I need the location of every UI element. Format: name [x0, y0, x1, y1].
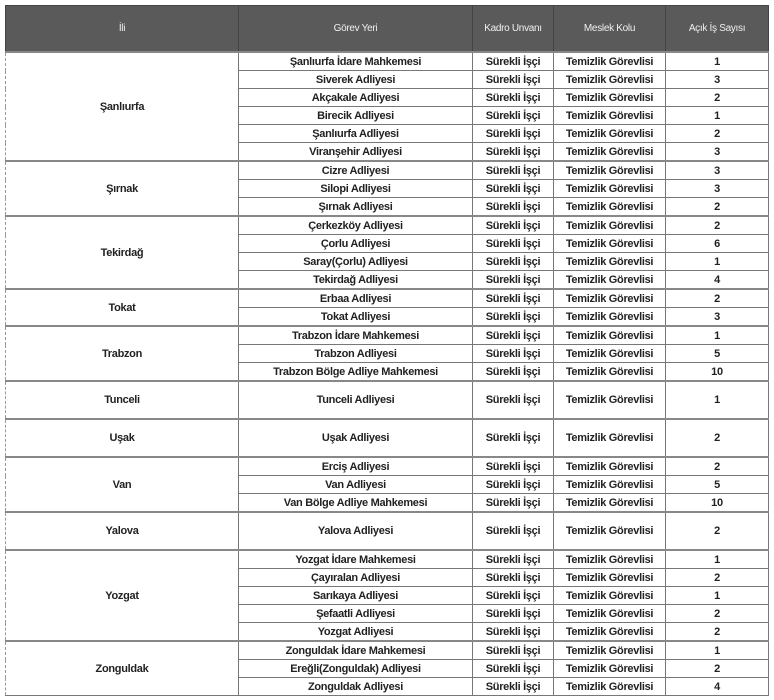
- table-row: [6, 161, 769, 180]
- profession-cell: Temizlik Görevlisi: [554, 512, 666, 550]
- profession-cell: Temizlik Görevlisi: [554, 253, 666, 271]
- province-cell: Yalova: [6, 512, 239, 550]
- header-location: Görev Yeri: [239, 6, 473, 53]
- openings-cell: 2: [666, 605, 769, 623]
- location-cell: Van Adliyesi: [239, 476, 473, 494]
- title-cell: Sürekli İşçi: [473, 198, 554, 217]
- location-cell: Trabzon İdare Mahkemesi: [239, 326, 473, 345]
- location-cell: Tokat Adliyesi: [239, 308, 473, 327]
- openings-cell: 2: [666, 216, 769, 235]
- openings-cell: 5: [666, 345, 769, 363]
- province-cell: Şanlıurfa: [6, 52, 239, 161]
- title-cell: Sürekli İşçi: [473, 587, 554, 605]
- openings-cell: 3: [666, 308, 769, 327]
- location-cell: Siverek Adliyesi: [239, 71, 473, 89]
- openings-cell: 2: [666, 660, 769, 678]
- title-cell: Sürekli İşçi: [473, 107, 554, 125]
- province-cell: Tekirdağ: [6, 216, 239, 289]
- openings-cell: 2: [666, 512, 769, 550]
- openings-cell: 2: [666, 289, 769, 308]
- profession-cell: Temizlik Görevlisi: [554, 71, 666, 89]
- openings-cell: 2: [666, 569, 769, 587]
- title-cell: Sürekli İşçi: [473, 678, 554, 696]
- title-cell: Sürekli İşçi: [473, 381, 554, 419]
- profession-cell: Temizlik Görevlisi: [554, 419, 666, 457]
- title-cell: Sürekli İşçi: [473, 235, 554, 253]
- profession-cell: Temizlik Görevlisi: [554, 89, 666, 107]
- openings-cell: 1: [666, 381, 769, 419]
- openings-cell: 2: [666, 419, 769, 457]
- title-cell: Sürekli İşçi: [473, 605, 554, 623]
- location-cell: Trabzon Adliyesi: [239, 345, 473, 363]
- openings-cell: 2: [666, 198, 769, 217]
- location-cell: Birecik Adliyesi: [239, 107, 473, 125]
- title-cell: Sürekli İşçi: [473, 216, 554, 235]
- job-openings-table: [5, 5, 769, 696]
- province-cell: Tokat: [6, 289, 239, 326]
- profession-cell: Temizlik Görevlisi: [554, 107, 666, 125]
- title-cell: Sürekli İşçi: [473, 308, 554, 327]
- location-cell: Van Bölge Adliye Mahkemesi: [239, 494, 473, 513]
- title-cell: Sürekli İşçi: [473, 271, 554, 290]
- title-cell: Sürekli İşçi: [473, 363, 554, 382]
- location-cell: Akçakale Adliyesi: [239, 89, 473, 107]
- openings-cell: 1: [666, 107, 769, 125]
- profession-cell: Temizlik Görevlisi: [554, 550, 666, 569]
- table-row: [6, 326, 769, 345]
- profession-cell: Temizlik Görevlisi: [554, 345, 666, 363]
- location-cell: Tunceli Adliyesi: [239, 381, 473, 419]
- title-cell: Sürekli İşçi: [473, 512, 554, 550]
- title-cell: Sürekli İşçi: [473, 89, 554, 107]
- openings-cell: 6: [666, 235, 769, 253]
- table-row: [6, 381, 769, 419]
- table-row: [6, 216, 769, 235]
- profession-cell: Temizlik Görevlisi: [554, 52, 666, 71]
- header-title: Kadro Unvanı: [473, 6, 554, 53]
- header-profession: Meslek Kolu: [554, 6, 666, 53]
- title-cell: Sürekli İşçi: [473, 660, 554, 678]
- profession-cell: Temizlik Görevlisi: [554, 641, 666, 660]
- profession-cell: Temizlik Görevlisi: [554, 180, 666, 198]
- province-cell: Şırnak: [6, 161, 239, 216]
- profession-cell: Temizlik Görevlisi: [554, 308, 666, 327]
- profession-cell: Temizlik Görevlisi: [554, 326, 666, 345]
- title-cell: Sürekli İşçi: [473, 289, 554, 308]
- location-cell: Şanlıurfa İdare Mahkemesi: [239, 52, 473, 71]
- province-cell: Uşak: [6, 419, 239, 457]
- table-row: [6, 419, 769, 457]
- title-cell: Sürekli İşçi: [473, 125, 554, 143]
- province-cell: Van: [6, 457, 239, 512]
- location-cell: Yalova Adliyesi: [239, 512, 473, 550]
- profession-cell: Temizlik Görevlisi: [554, 381, 666, 419]
- table-row: [6, 512, 769, 550]
- profession-cell: Temizlik Görevlisi: [554, 605, 666, 623]
- openings-cell: 3: [666, 180, 769, 198]
- openings-cell: 10: [666, 494, 769, 513]
- location-cell: Yozgat Adliyesi: [239, 623, 473, 642]
- openings-cell: 10: [666, 363, 769, 382]
- location-cell: Şırnak Adliyesi: [239, 198, 473, 217]
- header-openings: Açık İş Sayısı: [666, 6, 769, 53]
- profession-cell: Temizlik Görevlisi: [554, 494, 666, 513]
- openings-cell: 3: [666, 71, 769, 89]
- openings-cell: 3: [666, 143, 769, 162]
- table-row: [6, 550, 769, 569]
- title-cell: Sürekli İşçi: [473, 345, 554, 363]
- openings-cell: 2: [666, 89, 769, 107]
- profession-cell: Temizlik Görevlisi: [554, 587, 666, 605]
- title-cell: Sürekli İşçi: [473, 550, 554, 569]
- location-cell: Zonguldak İdare Mahkemesi: [239, 641, 473, 660]
- location-cell: Şanlıurfa Adliyesi: [239, 125, 473, 143]
- profession-cell: Temizlik Görevlisi: [554, 198, 666, 217]
- location-cell: Uşak Adliyesi: [239, 419, 473, 457]
- location-cell: Sarıkaya Adliyesi: [239, 587, 473, 605]
- location-cell: Ereğli(Zonguldak) Adliyesi: [239, 660, 473, 678]
- title-cell: Sürekli İşçi: [473, 569, 554, 587]
- location-cell: Viranşehir Adliyesi: [239, 143, 473, 162]
- profession-cell: Temizlik Görevlisi: [554, 289, 666, 308]
- openings-cell: 2: [666, 125, 769, 143]
- location-cell: Cizre Adliyesi: [239, 161, 473, 180]
- profession-cell: Temizlik Görevlisi: [554, 235, 666, 253]
- location-cell: Saray(Çorlu) Adliyesi: [239, 253, 473, 271]
- openings-cell: 2: [666, 457, 769, 476]
- location-cell: Trabzon Bölge Adliye Mahkemesi: [239, 363, 473, 382]
- location-cell: Çorlu Adliyesi: [239, 235, 473, 253]
- location-cell: Erciş Adliyesi: [239, 457, 473, 476]
- profession-cell: Temizlik Görevlisi: [554, 678, 666, 696]
- table-row: [6, 52, 769, 71]
- province-cell: Zonguldak: [6, 641, 239, 696]
- location-cell: Zonguldak Adliyesi: [239, 678, 473, 696]
- openings-cell: 2: [666, 623, 769, 642]
- province-cell: Trabzon: [6, 326, 239, 381]
- province-cell: Yozgat: [6, 550, 239, 641]
- openings-cell: 4: [666, 271, 769, 290]
- title-cell: Sürekli İşçi: [473, 494, 554, 513]
- openings-cell: 1: [666, 641, 769, 660]
- location-cell: Tekirdağ Adliyesi: [239, 271, 473, 290]
- title-cell: Sürekli İşçi: [473, 71, 554, 89]
- header-province: İli: [6, 6, 239, 53]
- title-cell: Sürekli İşçi: [473, 457, 554, 476]
- title-cell: Sürekli İşçi: [473, 476, 554, 494]
- profession-cell: Temizlik Görevlisi: [554, 623, 666, 642]
- openings-cell: 4: [666, 678, 769, 696]
- title-cell: Sürekli İşçi: [473, 52, 554, 71]
- title-cell: Sürekli İşçi: [473, 419, 554, 457]
- openings-cell: 3: [666, 161, 769, 180]
- title-cell: Sürekli İşçi: [473, 180, 554, 198]
- table-row: [6, 289, 769, 308]
- table-row: [6, 641, 769, 660]
- openings-cell: 5: [666, 476, 769, 494]
- profession-cell: Temizlik Görevlisi: [554, 216, 666, 235]
- table-body: [6, 52, 769, 696]
- location-cell: Erbaa Adliyesi: [239, 289, 473, 308]
- location-cell: Çayıralan Adliyesi: [239, 569, 473, 587]
- profession-cell: Temizlik Görevlisi: [554, 125, 666, 143]
- location-cell: Silopi Adliyesi: [239, 180, 473, 198]
- profession-cell: Temizlik Görevlisi: [554, 161, 666, 180]
- title-cell: Sürekli İşçi: [473, 253, 554, 271]
- location-cell: Çerkezköy Adliyesi: [239, 216, 473, 235]
- location-cell: Şefaatli Adliyesi: [239, 605, 473, 623]
- profession-cell: Temizlik Görevlisi: [554, 363, 666, 382]
- table-row: [6, 457, 769, 476]
- profession-cell: Temizlik Görevlisi: [554, 143, 666, 162]
- openings-cell: 1: [666, 550, 769, 569]
- title-cell: Sürekli İşçi: [473, 641, 554, 660]
- openings-cell: 1: [666, 52, 769, 71]
- openings-cell: 1: [666, 326, 769, 345]
- title-cell: Sürekli İşçi: [473, 143, 554, 162]
- openings-cell: 1: [666, 253, 769, 271]
- profession-cell: Temizlik Görevlisi: [554, 457, 666, 476]
- title-cell: Sürekli İşçi: [473, 161, 554, 180]
- header-row: [6, 6, 769, 53]
- profession-cell: Temizlik Görevlisi: [554, 271, 666, 290]
- province-cell: Tunceli: [6, 381, 239, 419]
- location-cell: Yozgat İdare Mahkemesi: [239, 550, 473, 569]
- profession-cell: Temizlik Görevlisi: [554, 569, 666, 587]
- openings-cell: 1: [666, 587, 769, 605]
- profession-cell: Temizlik Görevlisi: [554, 660, 666, 678]
- profession-cell: Temizlik Görevlisi: [554, 476, 666, 494]
- title-cell: Sürekli İşçi: [473, 623, 554, 642]
- title-cell: Sürekli İşçi: [473, 326, 554, 345]
